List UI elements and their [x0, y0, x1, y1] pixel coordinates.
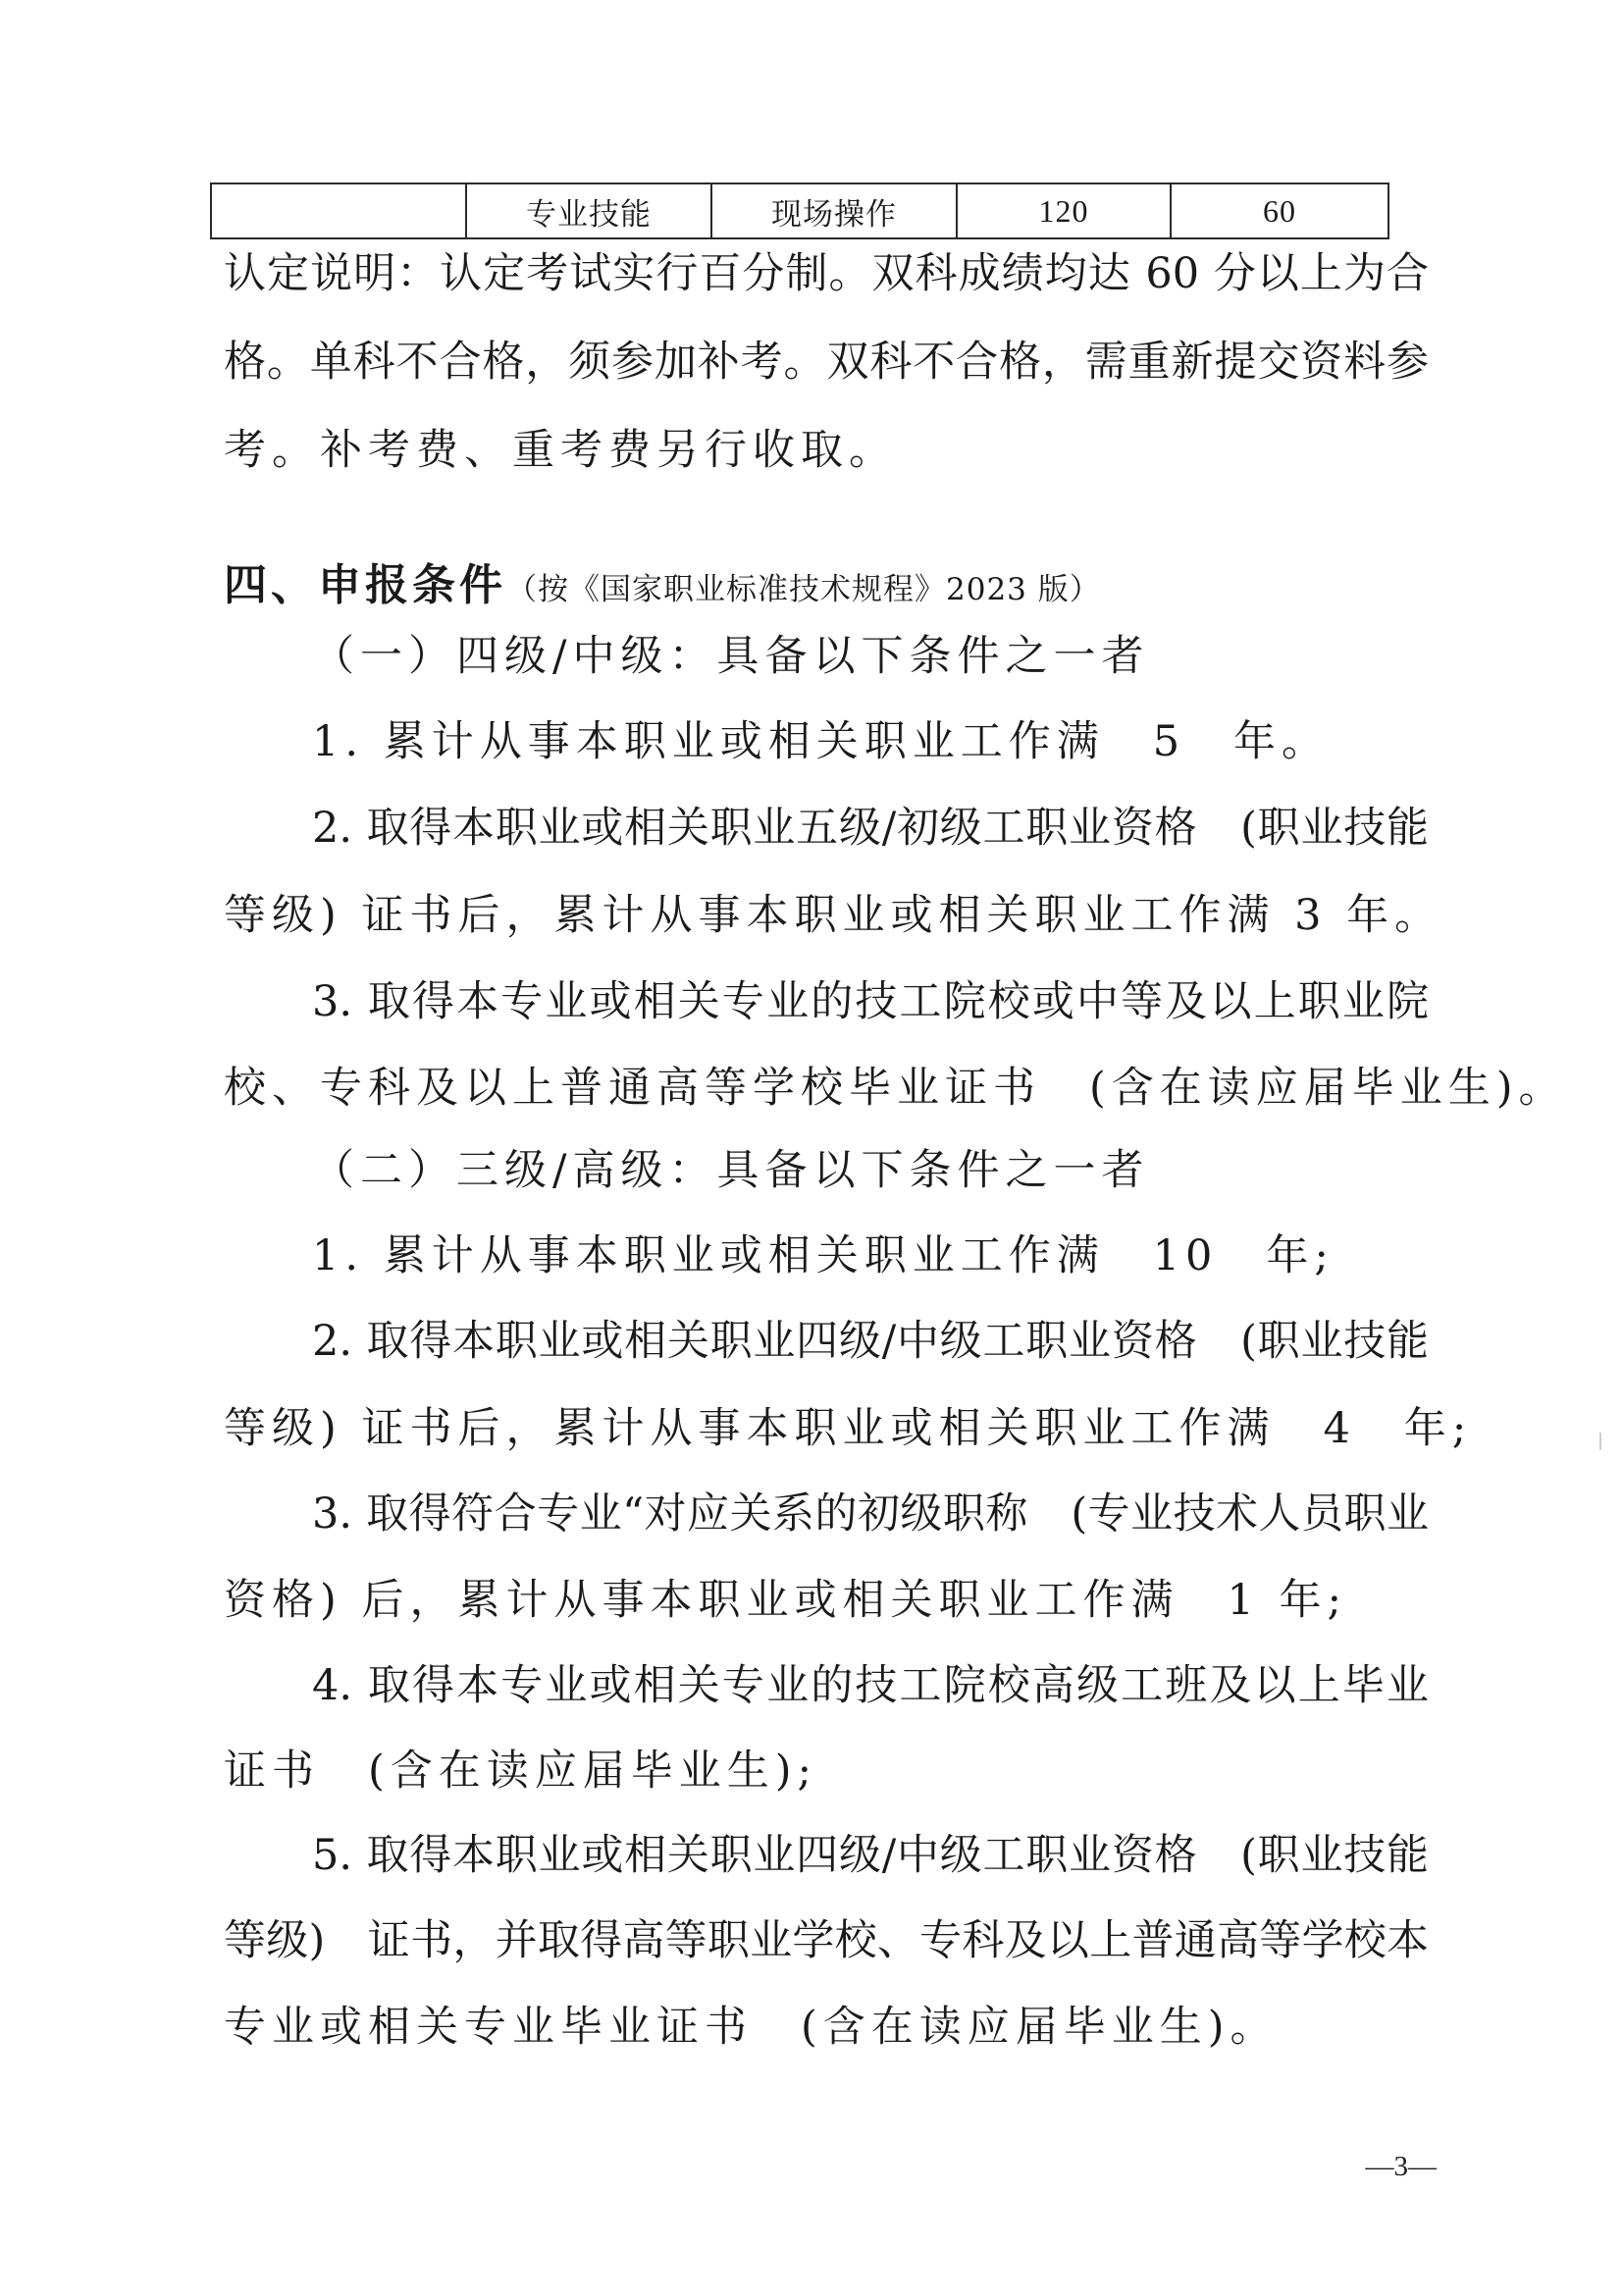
sub1-item-1: 1. 累计从事本职业或相关职业工作满 5 年。	[312, 717, 1331, 766]
section-heading	[224, 560, 1101, 610]
score-table	[210, 183, 1389, 239]
sub1-item-3-line-1: 3. 取得本专业或相关专业的技工院校或中等及以上职业院	[312, 977, 1429, 1026]
subsection-2-title: （二）三级/高级：具备以下条件之一者	[312, 1146, 1150, 1195]
table-cell-empty	[211, 183, 466, 238]
page-number: —3—	[1365, 2151, 1437, 2182]
table-cell-subject: 专业技能	[466, 183, 711, 238]
sub2-item-5-line-2: 等级) 证书，并取得高等职业学校、专科及以上普通高等学校本	[224, 1916, 1429, 1965]
sub1-item-3-line-2: 校、专科及以上普通高等学校毕业证书 (含在读应届毕业生)。	[224, 1064, 1567, 1113]
note-line-3: 考。补考费、重考费另行收取。	[224, 426, 897, 475]
sub2-item-5-line-3: 专业或相关专业毕业证书 (含在读应届毕业生)。	[224, 2003, 1279, 2052]
scan-margin-mark	[1599, 1433, 1601, 1450]
sub2-item-2-line-1: 2. 取得本职业或相关职业四级/中级工职业资格 (职业技能	[312, 1317, 1429, 1366]
sub2-item-2-line-2: 等级) 证书后，累计从事本职业或相关职业工作满 4 年;	[224, 1404, 1473, 1453]
sub2-item-4-line-1: 4. 取得本专业或相关专业的技工院校高级工班及以上毕业	[312, 1661, 1429, 1710]
sub1-item-2-line-2: 等级) 证书后，累计从事本职业或相关职业工作满 3 年。	[224, 891, 1443, 940]
sub2-item-1: 1. 累计从事本职业或相关职业工作满 10 年;	[312, 1231, 1335, 1280]
section-heading-title: 四、申报条件	[224, 560, 506, 610]
sub2-item-3-line-2: 资格) 后，累计从事本职业或相关职业工作满 1 年;	[224, 1576, 1347, 1625]
section-heading-note: （按《国家职业标准技术规程》2023 版）	[506, 572, 1101, 607]
sub1-item-2-line-1: 2. 取得本职业或相关职业五级/初级工职业资格 (职业技能	[312, 804, 1429, 853]
table-row	[211, 183, 1388, 238]
table-cell-pass-score: 60	[1171, 183, 1388, 238]
table-cell-method: 现场操作	[711, 183, 957, 238]
sub2-item-5-line-1: 5. 取得本职业或相关职业四级/中级工职业资格 (职业技能	[312, 1831, 1429, 1880]
note-line-2: 格。单科不合格，须参加补考。双科不合格，需重新提交资料参	[224, 338, 1429, 387]
sub2-item-4-line-2: 证书 (含在读应届毕业生);	[224, 1747, 818, 1796]
note-line-1: 认定说明：认定考试实行百分制。双科成绩均达 60 分以上为合	[224, 249, 1429, 298]
table-cell-duration: 120	[957, 183, 1171, 238]
sub2-item-3-line-1: 3. 取得符合专业“对应关系的初级职称 (专业技术人员职业	[312, 1489, 1429, 1539]
subsection-1-title: （一）四级/中级：具备以下条件之一者	[312, 632, 1150, 681]
